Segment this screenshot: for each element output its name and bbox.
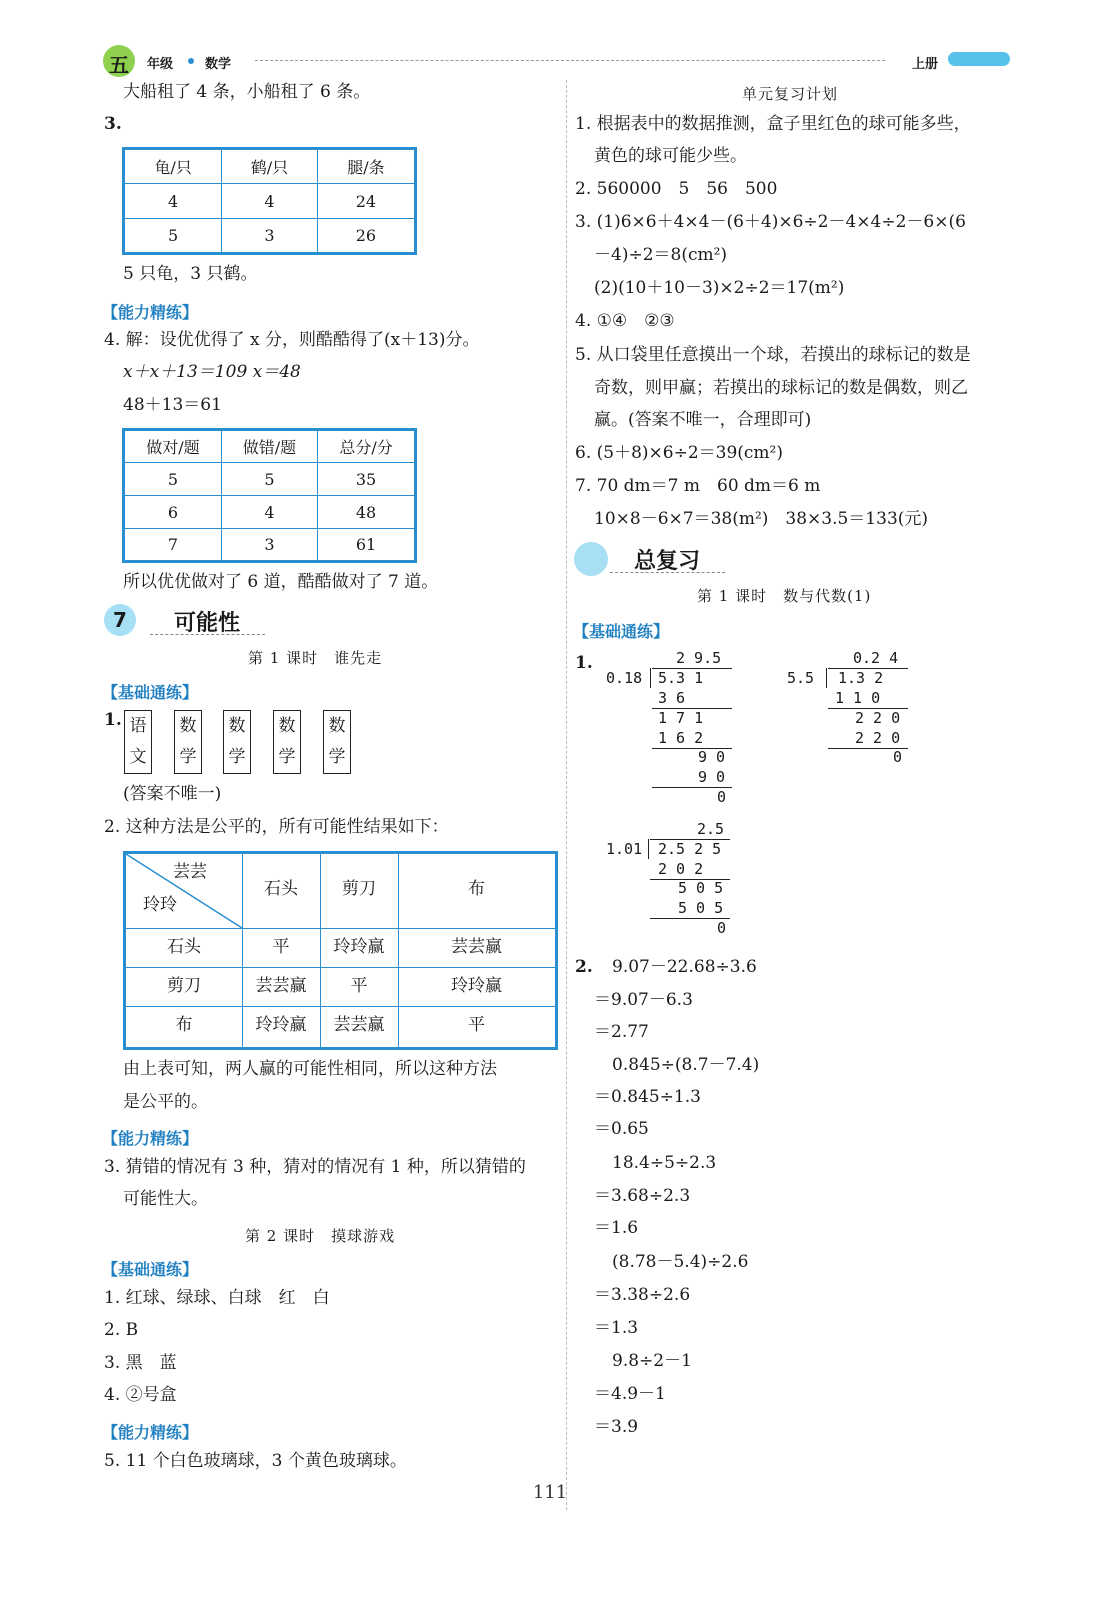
question-number: 1.: [104, 710, 122, 730]
answer-line: 4. ②号盒: [104, 1385, 177, 1405]
section-ability: 【能力精练】: [102, 1129, 199, 1148]
subject-card: 数 学: [273, 710, 301, 774]
table-cell: 玲玲赢: [333, 937, 385, 957]
table-cell: 5: [221, 463, 317, 496]
calc-line: ＝3.9: [594, 1417, 639, 1437]
answer-line: 1. 根据表中的数据推测，盒子里红色的球可能多些，: [575, 114, 971, 134]
lesson-title: 第 1 课时 数与代数(1): [697, 587, 872, 605]
table-cell: 5: [124, 463, 222, 496]
answer-line: 10×8－6×7＝38(m²) 38×3.5＝133(元): [594, 509, 929, 529]
table-cell: 48: [318, 496, 416, 529]
answer-line: 5. 从口袋里任意摸出一个球，若摸出的球标记的数是: [575, 345, 971, 365]
division-step: 2 0 2: [658, 860, 704, 878]
table-cell: 7: [124, 529, 222, 562]
table-header: 龟/只: [124, 149, 222, 184]
table-cell: 平: [350, 976, 368, 996]
score-table: [122, 428, 417, 563]
header-decoration: [948, 52, 1010, 66]
division-divisor: 1.01: [606, 840, 643, 858]
division-step: 0: [893, 748, 903, 766]
table-cell: 4: [222, 184, 318, 219]
corner-bottom-label: 玲玲: [143, 895, 177, 915]
grade-label: 年级: [147, 57, 174, 72]
table-cell: 剪刀: [167, 976, 201, 996]
calc-line: ＝1.6: [594, 1218, 639, 1238]
answer-line: 2. B: [104, 1320, 139, 1340]
section-ability: 【能力精练】: [102, 1423, 199, 1442]
unit-number: 7: [113, 608, 127, 632]
table-cell: 芸芸赢: [255, 976, 307, 996]
division-step: 9 0: [698, 768, 726, 786]
answer-line: 2. 这种方法是公平的，所有可能性结果如下：: [104, 817, 449, 837]
table-cell: 3: [221, 529, 317, 562]
division-step: 5 0 5: [678, 879, 724, 897]
answer-line: 所以优优做对了 6 道，酷酷做对了 7 道。: [123, 572, 439, 592]
answer-line: (2)(10＋10－3)×2÷2＝17(m²): [594, 278, 845, 298]
header-rule: [255, 60, 885, 61]
section-basic: 【基础通练】: [102, 683, 199, 702]
calc-line: ＝0.845÷1.3: [594, 1087, 701, 1107]
division-quotient: 2 9.5: [676, 649, 722, 667]
division-dividend: 1.3 2: [838, 669, 884, 687]
calc-line: (8.78－5.4)÷2.6: [612, 1252, 749, 1272]
division-quotient: 0.2 4: [853, 649, 899, 667]
table-cell: 35: [318, 463, 416, 496]
table-header: 剪刀: [342, 879, 376, 899]
table-cell: 玲玲赢: [451, 976, 502, 996]
review-title: 总复习: [634, 549, 701, 574]
table-cell: 石头: [167, 937, 201, 957]
division-step: 0: [717, 788, 727, 806]
answer-line: 1. 红球、绿球、白球 红 白: [104, 1288, 330, 1308]
plan-title: 单元复习计划: [742, 85, 839, 103]
division-step: 1 1 0: [835, 689, 881, 707]
lesson-title: 第 1 课时 谁先走: [248, 649, 383, 667]
subject-label: 数学: [205, 57, 232, 72]
table-cell: 5: [124, 219, 222, 254]
turtle-crane-table: [122, 147, 417, 255]
answer-line: －4)÷2＝8(cm²): [594, 245, 728, 265]
table-cell: 4: [124, 184, 222, 219]
division-divisor: 0.18: [606, 669, 643, 687]
answer-line: 大船租了 4 条，小船租了 6 条。: [123, 82, 371, 102]
grade-number: 五: [109, 53, 129, 77]
division-step: 2 2 0: [855, 709, 901, 727]
calc-line: ＝3.68÷2.3: [594, 1186, 691, 1206]
subject-card: 数 学: [223, 710, 251, 774]
table-header: 石头: [264, 879, 298, 899]
division-dividend: 5.3 1: [658, 669, 704, 687]
review-title-rule: [610, 572, 725, 573]
column-divider: [566, 80, 567, 1510]
table-cell: 玲玲赢: [255, 1015, 307, 1035]
section-basic: 【基础通练】: [573, 622, 670, 641]
table-header: 做错/题: [221, 430, 317, 463]
unit-title: 可能性: [174, 611, 241, 636]
division-step: 9 0: [698, 748, 726, 766]
division-step: 0: [717, 919, 727, 937]
table-header: 腿/条: [317, 149, 415, 184]
calc-line: ＝4.9－1: [594, 1384, 666, 1404]
calc-line: ＝1.3: [594, 1318, 639, 1338]
table-cell: 平: [468, 1015, 485, 1035]
answer-line: 赢。(答案不唯一，合理即可): [594, 410, 812, 430]
calc-line: ＝2.77: [594, 1022, 649, 1042]
division-step: 2 2 0: [855, 729, 901, 747]
table-header: 总分/分: [318, 430, 416, 463]
subject-card: 数 学: [174, 710, 202, 774]
header-dot: [188, 58, 194, 64]
answer-line: 黄色的球可能少些。: [594, 146, 747, 166]
table-cell: 3: [222, 219, 318, 254]
answer-line: 3. 黑 蓝: [104, 1353, 177, 1373]
answer-line: 5. 11 个白色玻璃球，3 个黄色玻璃球。: [104, 1451, 407, 1471]
answer-line: 3. (1)6×6＋4×4－(6＋4)×6÷2－4×4÷2－6×(6: [575, 212, 966, 232]
division-step: 3 6: [658, 689, 686, 707]
division-step: 5 0 5: [678, 899, 724, 917]
division-step: 1 6 2: [658, 729, 704, 747]
table-cell: 26: [317, 219, 415, 254]
table-cell: 61: [318, 529, 416, 562]
answer-line: 4. ①④ ②③: [575, 311, 675, 331]
lesson-title: 第 2 课时 摸球游戏: [245, 1227, 396, 1245]
calc-line: ＝3.38÷2.6: [594, 1285, 691, 1305]
page-number: 111: [532, 1482, 568, 1503]
section-ability: 【能力精练】: [102, 303, 199, 322]
answer-line: 4. 解：设优优得了 x 分，则酷酷得了(x＋13)分。: [104, 330, 480, 350]
table-cell: 24: [317, 184, 415, 219]
answer-line: 3. 猜错的情况有 3 种，猜对的情况有 1 种，所以猜错的: [104, 1157, 526, 1177]
answer-line: 5 只龟，3 只鹤。: [123, 264, 258, 284]
answer-note: (答案不唯一): [123, 784, 222, 804]
review-badge: [574, 542, 608, 576]
section-basic: 【基础通练】: [102, 1260, 199, 1279]
answer-line: 奇数，则甲赢；若摸出的球标记的数是偶数，则乙: [594, 378, 968, 398]
unit-title-rule: [150, 634, 265, 635]
table-cell: 布: [175, 1015, 193, 1035]
table-header: 布: [468, 879, 485, 899]
table-cell: 芸芸赢: [451, 937, 502, 957]
answer-line: 2. 560000 5 56 500: [575, 179, 778, 199]
equation-line: 48＋13＝61: [123, 395, 222, 415]
table-cell: 4: [221, 496, 317, 529]
answer-line: 6. (5＋8)×6÷2＝39(cm²): [575, 443, 783, 463]
volume-label: 上册: [912, 57, 939, 72]
answer-line: 可能性大。: [123, 1189, 208, 1209]
table-cell: 平: [272, 937, 290, 957]
subject-card: 语 文: [124, 710, 152, 774]
question-number: 2.: [575, 957, 593, 977]
division-step: 1 7 1: [658, 709, 704, 727]
question-number: 3.: [104, 114, 122, 134]
calc-line: 9.8÷2－1: [612, 1351, 692, 1371]
division-dividend: 2.5 2 5: [658, 840, 722, 858]
answer-line: 由上表可知，两人赢的可能性相同，所以这种方法: [123, 1059, 497, 1079]
calc-line: ＝9.07－6.3: [594, 990, 693, 1010]
answer-line: 7. 70 dm＝7 m 60 dm＝6 m: [575, 476, 821, 496]
question-number: 1.: [575, 653, 593, 673]
table-header: 鹤/只: [222, 149, 318, 184]
division-divisor: 5.5: [787, 669, 815, 687]
equation-line: x＋x＋13＝109 x＝48: [123, 362, 301, 382]
corner-top-label: 芸芸: [173, 862, 207, 882]
division-quotient: 2.5: [697, 820, 725, 838]
answer-line: 是公平的。: [123, 1092, 208, 1112]
calc-line: ＝0.65: [594, 1119, 649, 1139]
table-cell: 6: [124, 496, 222, 529]
table-cell: 芸芸赢: [333, 1015, 385, 1035]
subject-card: 数 学: [323, 710, 351, 774]
calc-line: 9.07－22.68÷3.6: [612, 957, 757, 977]
calc-line: 18.4÷5÷2.3: [612, 1153, 717, 1173]
table-header: 做对/题: [124, 430, 222, 463]
calc-line: 0.845÷(8.7－7.4): [612, 1055, 760, 1075]
